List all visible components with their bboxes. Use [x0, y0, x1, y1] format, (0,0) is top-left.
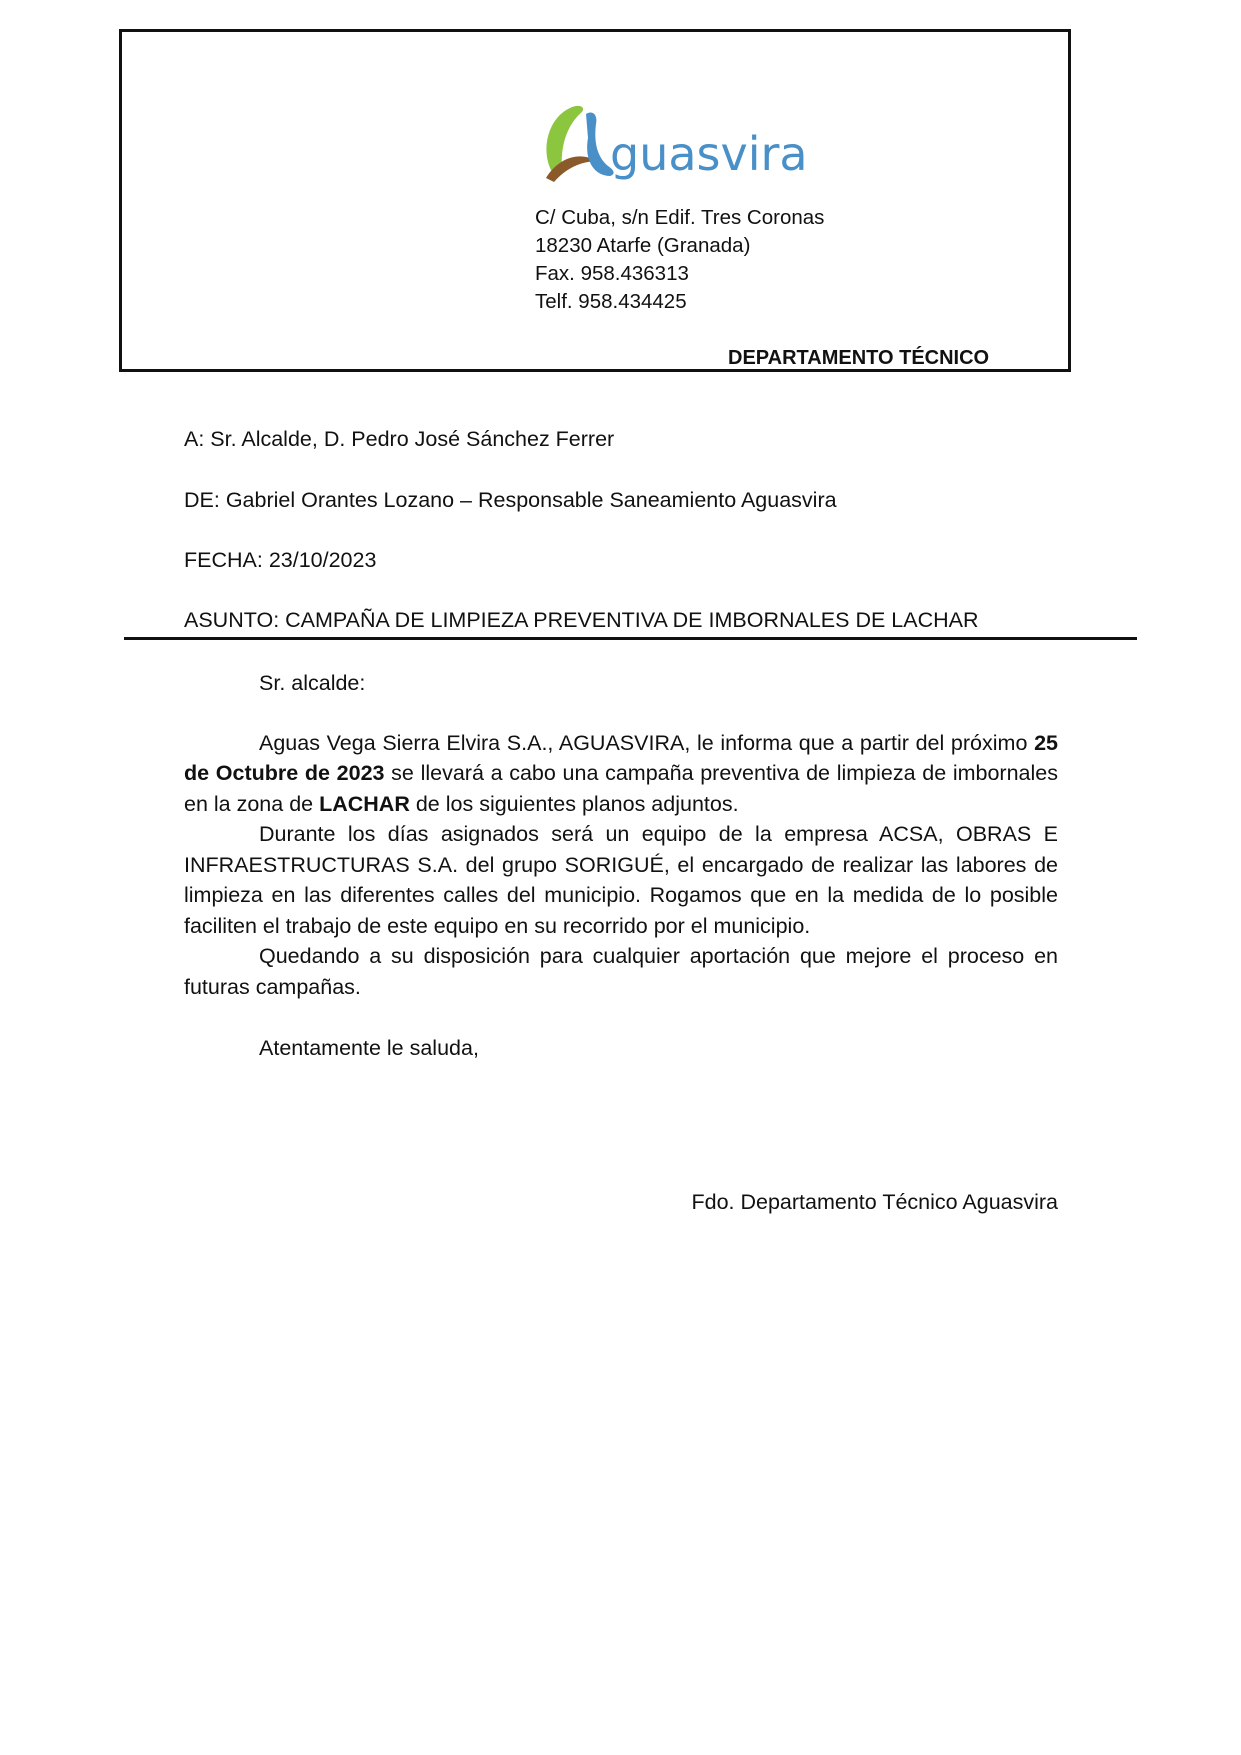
- memo-subject: ASUNTO: CAMPAÑA DE LIMPIEZA PREVENTIVA DE IMBORNALES DE LACHAR: [184, 608, 979, 632]
- memo-from: DE: Gabriel Orantes Lozano – Responsable Saneamiento Aguasvira: [184, 488, 837, 512]
- salutation: Sr. alcalde:: [259, 671, 366, 695]
- address-line: C/ Cuba, s/n Edif. Tres Coronas: [535, 206, 825, 229]
- paragraph-text: se llevará a cabo una campaña preventiva de limpieza de imbornales en la zona de: [184, 761, 1058, 816]
- memo-date: FECHA: 23/10/2023: [184, 548, 377, 572]
- paragraph-availability: Quedando a su disposición para cualquier aportación que mejore el proceso en futuras campañas.: [184, 944, 1058, 999]
- campaign-date: 25 de Octubre de 2023: [184, 730, 1058, 785]
- department-title: DEPARTAMENTO TÉCNICO: [728, 347, 990, 369]
- paragraph-text: de los siguientes planos adjuntos.: [409, 791, 739, 816]
- paragraph-text: Aguas Vega Sierra Elvira S.A., AGUASVIRA, le informa que a partir del próximo: [259, 730, 1035, 755]
- address-line: 18230 Atarfe (Granada): [535, 234, 751, 257]
- campaign-zone: LACHAR: [319, 791, 410, 816]
- letter-body: [184, 668, 1058, 1002]
- signature-line: Fdo. Departamento Técnico Aguasvira: [691, 1190, 1058, 1214]
- aguasvira-logo: [538, 100, 818, 190]
- letterhead-box: [119, 29, 1071, 372]
- paragraph-team: Durante los días asignados será un equipo de la empresa ACSA, OBRAS E INFRAESTRUCTURAS S.A. del grupo SORIGUÉ, el encargado de realizar las labores de limpieza en las diferentes calles del municipio. Rogamos que en la medida de lo posible faciliten el trabajo de este equipo en su recorrido por el municipio.: [184, 822, 1058, 938]
- memo-to: A: Sr. Alcalde, D. Pedro José Sánchez Ferrer: [184, 427, 615, 451]
- logo-wordmark: guasvira: [610, 127, 808, 181]
- fax-line: Fax. 958.436313: [535, 262, 689, 285]
- phone-line: Telf. 958.434425: [535, 290, 687, 313]
- subject-divider: [124, 637, 1137, 640]
- closing-line: Atentamente le saluda,: [259, 1036, 479, 1060]
- company-address: [535, 204, 824, 316]
- paragraph-intro: [184, 728, 1058, 820]
